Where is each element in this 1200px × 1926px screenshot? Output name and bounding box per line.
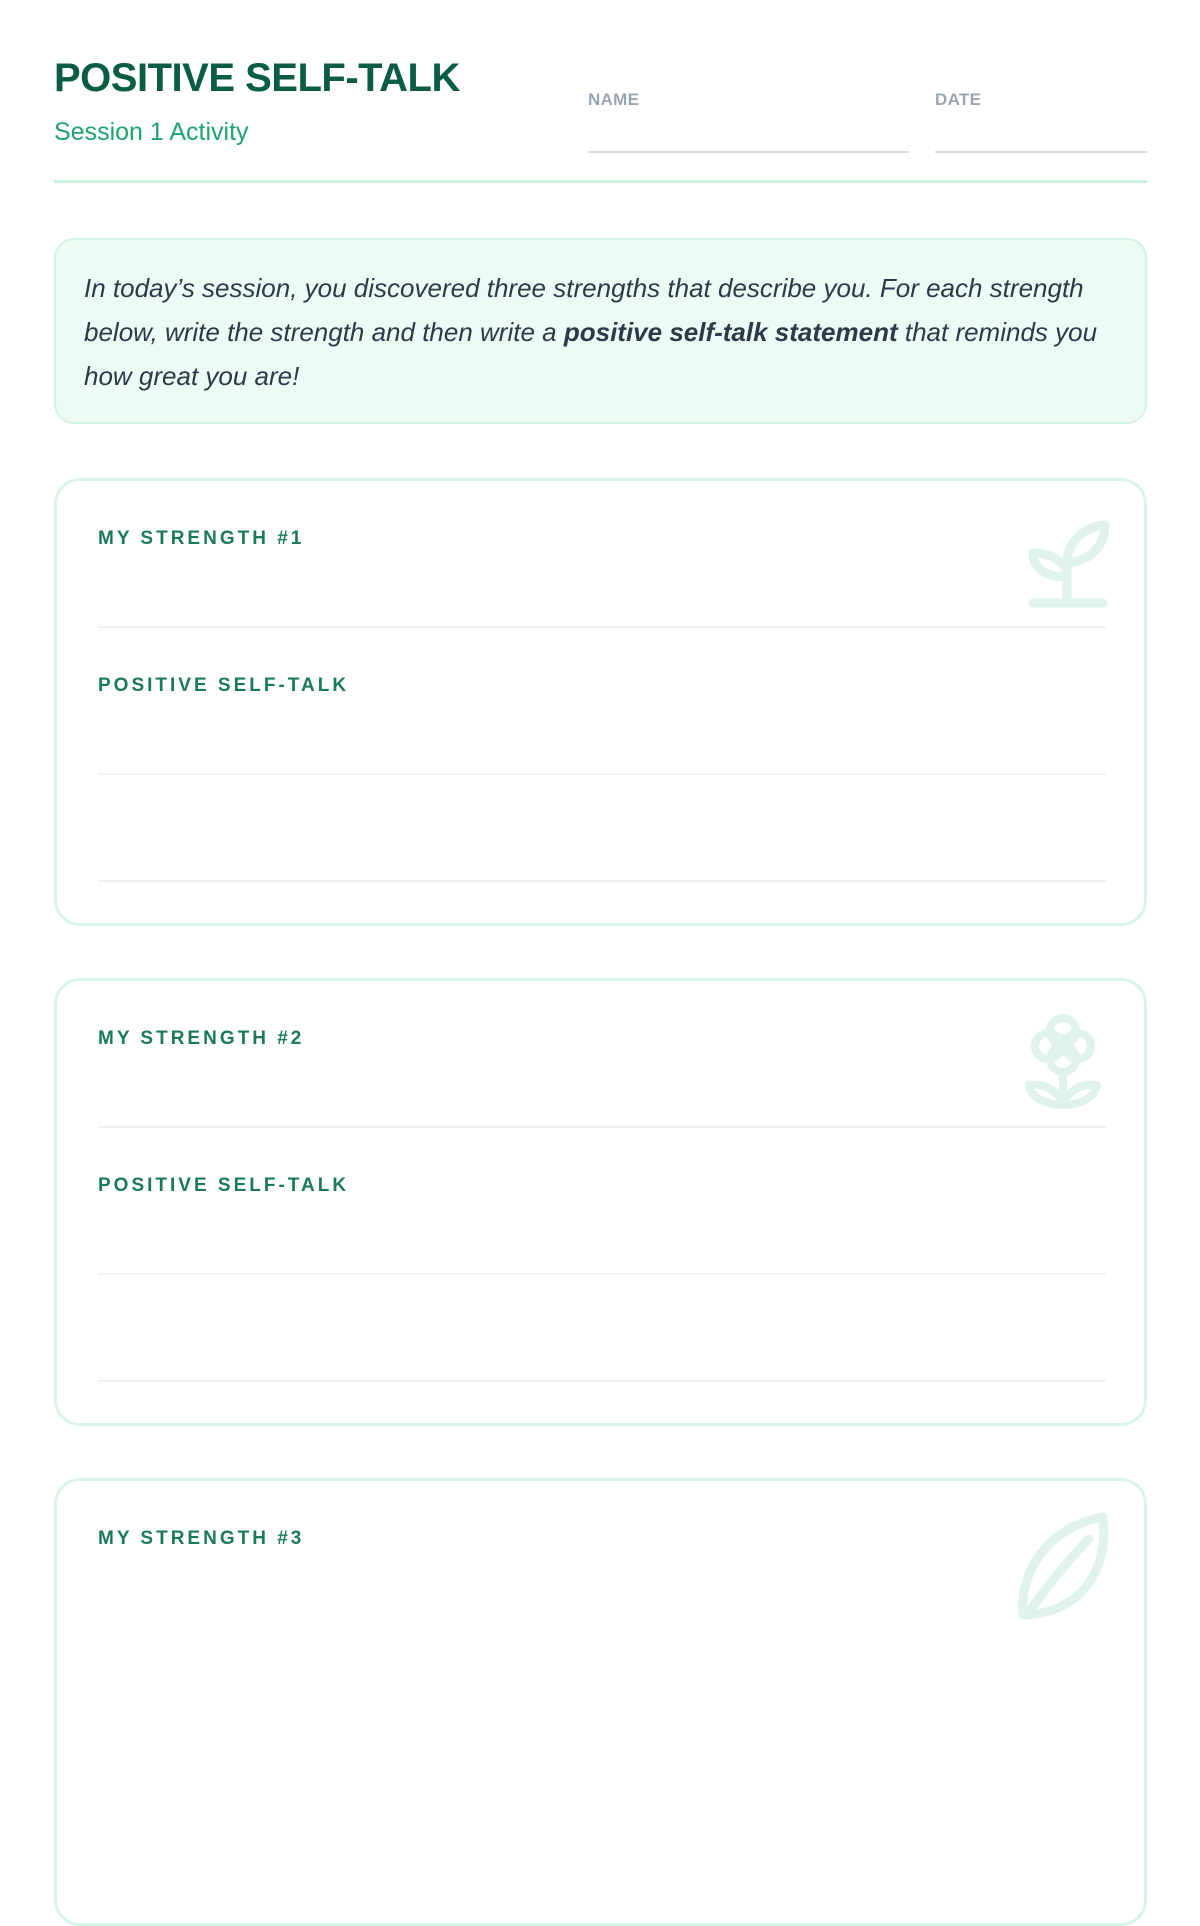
instructions-text: In today’s session, you discovered three strengths that describe you. For each strength below, write the strength and then write a (84, 273, 1084, 347)
instructions-emphasis: positive self-talk statement (563, 317, 898, 347)
instructions-box (54, 238, 1147, 424)
selftalk-label: POSITIVE SELF-TALK (98, 675, 350, 696)
selftalk-answer-line-1[interactable] (98, 773, 1106, 775)
name-underline (588, 151, 909, 153)
strength-card-1 (54, 478, 1147, 926)
selftalk-answer-line-2[interactable] (98, 1380, 1106, 1382)
instructions-text-end: that reminds you how great you are! (84, 317, 1098, 391)
name-field[interactable] (588, 90, 909, 110)
worksheet-header (54, 56, 1147, 184)
strength-answer-line[interactable] (98, 1126, 1106, 1128)
flower-icon (1025, 1013, 1101, 1113)
strength-label: MY STRENGTH #2 (98, 1028, 305, 1049)
selftalk-answer-line-1[interactable] (98, 1273, 1106, 1275)
strength-card-2 (54, 978, 1147, 1426)
date-field[interactable] (935, 90, 1147, 110)
strength-label: MY STRENGTH #1 (98, 528, 305, 549)
page-subtitle: Session 1 Activity (54, 118, 249, 146)
strength-label: MY STRENGTH #3 (98, 1528, 305, 1549)
page-title: POSITIVE SELF-TALK (54, 56, 460, 100)
strength-card-3 (54, 1478, 1147, 1926)
selftalk-answer-line-2[interactable] (98, 880, 1106, 882)
leaf-icon (1013, 1511, 1111, 1621)
strength-answer-line[interactable] (98, 626, 1106, 628)
header-divider (54, 180, 1147, 183)
date-underline (935, 151, 1147, 153)
selftalk-label: POSITIVE SELF-TALK (98, 1175, 350, 1196)
sprout-icon (1023, 515, 1111, 613)
name-label: NAME (588, 90, 640, 109)
date-label: DATE (935, 90, 982, 109)
